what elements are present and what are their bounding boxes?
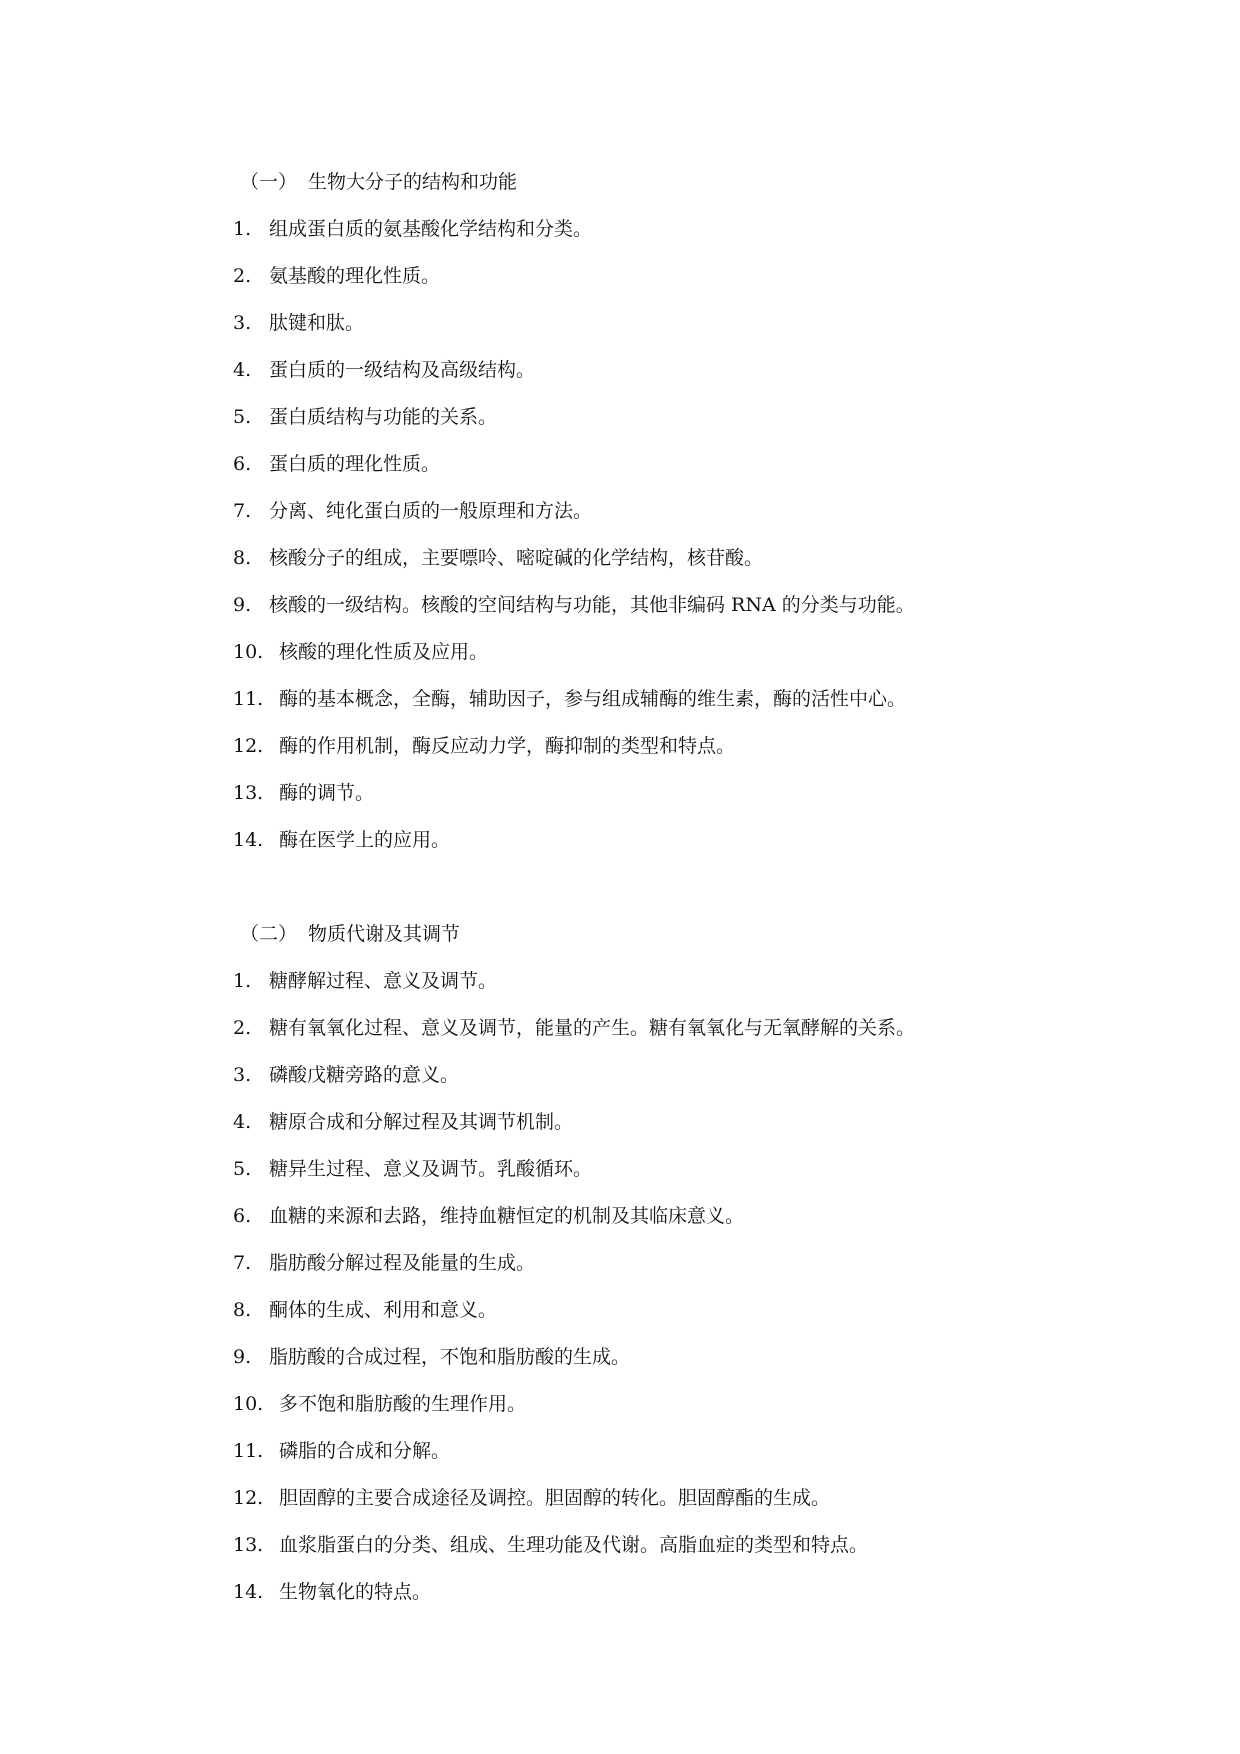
list-item — [233, 779, 1240, 807]
item-text: 糖异生过程、意义及调节。乳酸循环。 — [269, 1158, 593, 1180]
item-number: 14. — [233, 1581, 264, 1603]
topic-list — [0, 967, 1240, 1606]
item-number: 13. — [233, 1534, 264, 1556]
item-number: 13. — [233, 782, 264, 804]
item-text: 核酸的理化性质及应用。 — [279, 641, 489, 663]
item-text: 血糖的来源和去路，维持血糖恒定的机制及其临床意义。 — [269, 1205, 745, 1227]
list-item — [233, 450, 1240, 478]
item-text: 蛋白质的一级结构及高级结构。 — [269, 359, 536, 381]
list-item — [233, 262, 1240, 290]
item-number: 1. — [233, 218, 252, 240]
item-number: 10. — [233, 641, 264, 663]
item-text: 分离、纯化蛋白质的一般原理和方法。 — [269, 500, 593, 522]
section-2 — [0, 920, 1240, 1625]
item-text: 磷酸戊糖旁路的意义。 — [269, 1064, 460, 1086]
section-title: 物质代谢及其调节 — [308, 923, 461, 945]
list-item — [233, 732, 1240, 760]
topic-list — [0, 215, 1240, 854]
list-item — [233, 497, 1240, 525]
item-text: 糖有氧氧化过程、意义及调节，能量的产生。糖有氧氧化与无氧酵解的关系。 — [269, 1017, 916, 1039]
list-item — [233, 544, 1240, 572]
list-item — [233, 1437, 1240, 1465]
item-number: 3. — [233, 312, 252, 334]
item-text: 蛋白质的理化性质。 — [269, 453, 441, 475]
list-item — [233, 1578, 1240, 1606]
list-item — [233, 1484, 1240, 1512]
item-text: 核酸的一级结构。核酸的空间结构与功能，其他非编码 RNA 的分类与功能。 — [269, 594, 915, 616]
item-number: 2. — [233, 265, 252, 287]
list-item — [233, 1061, 1240, 1089]
list-item — [233, 1390, 1240, 1418]
section-heading — [240, 920, 1240, 948]
list-item — [233, 1296, 1240, 1324]
list-item — [233, 309, 1240, 337]
item-number: 9. — [233, 1346, 252, 1368]
item-text: 核酸分子的组成，主要嘌呤、嘧啶碱的化学结构，核苷酸。 — [269, 547, 764, 569]
item-text: 血浆脂蛋白的分类、组成、生理功能及代谢。高脂血症的类型和特点。 — [279, 1534, 869, 1556]
item-text: 多不饱和脂肪酸的生理作用。 — [279, 1393, 527, 1415]
item-text: 糖酵解过程、意义及调节。 — [269, 970, 498, 992]
item-text: 蛋白质结构与功能的关系。 — [269, 406, 498, 428]
list-item — [233, 356, 1240, 384]
item-number: 9. — [233, 594, 252, 616]
item-text: 酶的调节。 — [279, 782, 375, 804]
item-number: 12. — [233, 735, 264, 757]
item-text: 磷脂的合成和分解。 — [279, 1440, 451, 1462]
item-number: 8. — [233, 547, 252, 569]
list-item — [233, 1014, 1240, 1042]
item-number: 5. — [233, 1158, 252, 1180]
item-number: 12. — [233, 1487, 264, 1509]
item-number: 5. — [233, 406, 252, 428]
list-item — [233, 1343, 1240, 1371]
item-text: 脂肪酸的合成过程，不饱和脂肪酸的生成。 — [269, 1346, 631, 1368]
item-text: 酶的基本概念，全酶，辅助因子，参与组成辅酶的维生素，酶的活性中心。 — [279, 688, 907, 710]
item-number: 8. — [233, 1299, 252, 1321]
item-text: 酮体的生成、利用和意义。 — [269, 1299, 498, 1321]
list-item — [233, 1155, 1240, 1183]
item-number: 11. — [233, 1440, 264, 1462]
section-1 — [0, 168, 1240, 873]
item-text: 氨基酸的理化性质。 — [269, 265, 441, 287]
item-number: 7. — [233, 1252, 252, 1274]
list-item — [233, 638, 1240, 666]
section-title: 生物大分子的结构和功能 — [308, 171, 518, 193]
item-text: 生物氧化的特点。 — [279, 1581, 432, 1603]
list-item — [233, 403, 1240, 431]
list-item — [233, 826, 1240, 854]
item-number: 7. — [233, 500, 252, 522]
section-number: （一） — [240, 171, 298, 193]
item-text: 糖原合成和分解过程及其调节机制。 — [269, 1111, 574, 1133]
list-item — [233, 1249, 1240, 1277]
item-text: 脂肪酸分解过程及能量的生成。 — [269, 1252, 536, 1274]
item-text: 酶的作用机制，酶反应动力学，酶抑制的类型和特点。 — [279, 735, 736, 757]
item-number: 4. — [233, 359, 252, 381]
item-number: 6. — [233, 1205, 252, 1227]
section-heading — [240, 168, 1240, 196]
item-text: 胆固醇的主要合成途径及调控。胆固醇的转化。胆固醇酯的生成。 — [279, 1487, 831, 1509]
item-number: 4. — [233, 1111, 252, 1133]
item-number: 3. — [233, 1064, 252, 1086]
list-item — [233, 1531, 1240, 1559]
item-number: 11. — [233, 688, 264, 710]
list-item — [233, 591, 1240, 619]
list-item — [233, 1108, 1240, 1136]
item-number: 14. — [233, 829, 264, 851]
item-number: 2. — [233, 1017, 252, 1039]
item-number: 10. — [233, 1393, 264, 1415]
section-number: （二） — [240, 923, 298, 945]
list-item — [233, 1202, 1240, 1230]
item-text: 组成蛋白质的氨基酸化学结构和分类。 — [269, 218, 593, 240]
list-item — [233, 967, 1240, 995]
item-number: 1. — [233, 970, 252, 992]
list-item — [233, 685, 1240, 713]
item-text: 酶在医学上的应用。 — [279, 829, 451, 851]
list-item — [233, 215, 1240, 243]
item-number: 6. — [233, 453, 252, 475]
item-text: 肽键和肽。 — [269, 312, 365, 334]
